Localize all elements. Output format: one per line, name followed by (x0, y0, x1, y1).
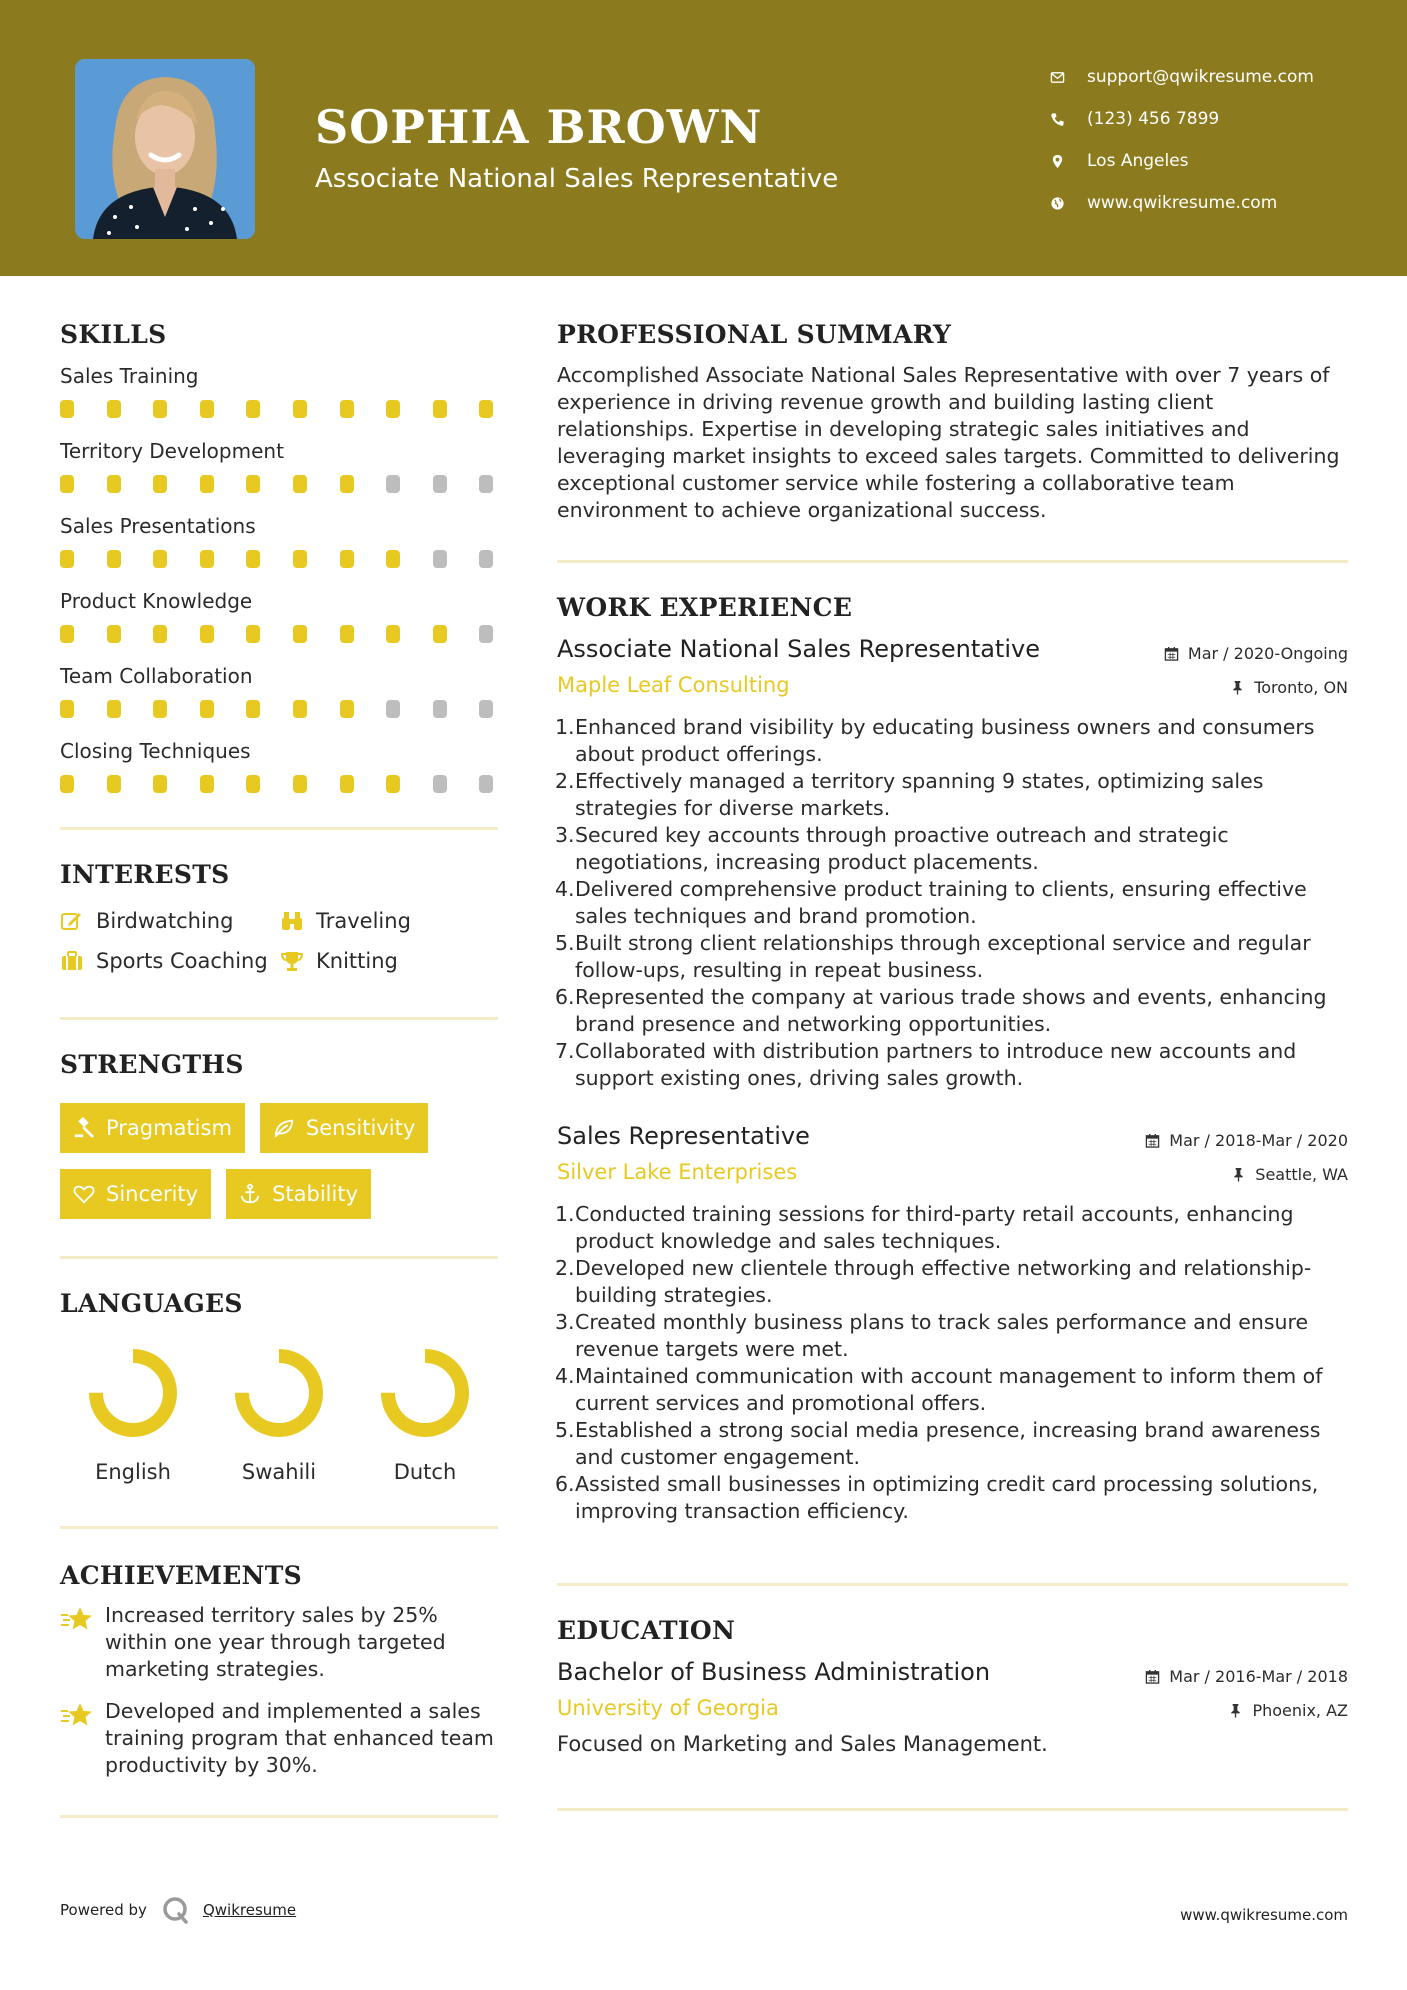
interest-item (280, 909, 480, 933)
rating-dot-filled (340, 775, 354, 793)
education-location-text: Phoenix, AZ (1252, 1701, 1348, 1720)
contact-email[interactable] (1050, 56, 1314, 98)
language-ring (388, 1356, 462, 1430)
calendar-icon (1145, 1133, 1160, 1148)
rating-dot-empty (479, 625, 493, 643)
job-entry (557, 635, 1348, 1092)
interest-item (60, 909, 280, 933)
website-text[interactable]: www.qwikresume.com (1087, 193, 1278, 213)
footer-website[interactable]: www.qwikresume.com (1180, 1906, 1348, 1924)
brand-link[interactable]: Qwikresume (202, 1901, 297, 1919)
email-text[interactable]: support@qwikresume.com (1087, 67, 1314, 87)
strength-label: Pragmatism (106, 1116, 232, 1140)
achievement-item (60, 1698, 498, 1779)
experience-heading: WORK EXPERIENCE (557, 593, 853, 622)
rating-dot-filled (200, 775, 214, 793)
pushpin-icon (1231, 1167, 1246, 1182)
job-date (1145, 1131, 1348, 1150)
rating-dot-filled (60, 475, 74, 493)
duty-item: Delivered comprehensive product training to clients, ensuring effective sales techniques and brand promotion. (575, 877, 1307, 928)
interest-label: Knitting (316, 949, 398, 973)
strength-badge (226, 1169, 371, 1219)
rating-dot-filled (153, 400, 167, 418)
skills-heading: SKILLS (60, 320, 167, 349)
skill-name: Territory Development (60, 439, 284, 463)
duty-item: Assisted small businesses in optimizing credit card processing solutions, improving transaction efficiency. (575, 1472, 1319, 1523)
profile-photo (75, 59, 255, 239)
strength-label: Stability (272, 1182, 359, 1206)
language-label: Dutch (393, 1460, 457, 1484)
job-title: Sales Representative (557, 1122, 810, 1150)
interests-heading: INTERESTS (60, 860, 230, 889)
languages-heading: LANGUAGES (60, 1289, 243, 1318)
strength-badge (60, 1103, 245, 1153)
qwikresume-logo-icon (161, 1895, 191, 1925)
job-subheader (557, 1160, 1348, 1184)
section-divider (557, 1583, 1348, 1586)
strength-label: Sincerity (106, 1182, 199, 1206)
duty-item: Secured key accounts through proactive outreach and strategic negotiations, increasing product placements. (575, 823, 1229, 874)
rating-dot-filled (107, 550, 121, 568)
contact-phone[interactable] (1050, 98, 1314, 140)
interest-item (280, 949, 480, 973)
job-location-text: Seattle, WA (1255, 1165, 1348, 1184)
skill-name: Sales Presentations (60, 514, 256, 538)
skills-list (60, 361, 498, 797)
strength-label: Sensitivity (305, 1116, 416, 1140)
duty-item: Conducted training sessions for third-party retail accounts, enhancing product knowledge and sales techniques. (575, 1202, 1294, 1253)
footer-powered-by (60, 1895, 296, 1925)
rating-dot-filled (246, 475, 260, 493)
rating-dot-filled (107, 700, 121, 718)
duty-item: Maintained communication with account management to inform them of current services and promotional offers. (575, 1364, 1323, 1415)
rating-dot-filled (60, 700, 74, 718)
contact-location (1050, 140, 1314, 182)
rating-dot-filled (386, 400, 400, 418)
education-subheader (557, 1696, 1348, 1720)
education-heading: EDUCATION (557, 1616, 736, 1645)
job-entry (557, 1122, 1348, 1525)
education-entry (557, 1658, 1348, 1756)
rating-dot-filled (153, 775, 167, 793)
rating-dot-empty (479, 475, 493, 493)
rating-dot-filled (340, 550, 354, 568)
education-description: Focused on Marketing and Sales Management. (557, 1732, 1048, 1756)
job-location (1230, 678, 1348, 697)
pushpin-icon (1228, 1703, 1243, 1718)
contact-list (1050, 56, 1314, 224)
rating-dot-empty (479, 700, 493, 718)
rating-dot-empty (433, 700, 447, 718)
rating-dot-filled (386, 550, 400, 568)
section-divider (60, 1815, 498, 1818)
summary-heading: PROFESSIONAL SUMMARY (557, 320, 952, 349)
interest-label: Sports Coaching (96, 949, 268, 973)
rating-dot-filled (200, 550, 214, 568)
gavel-icon (73, 1117, 95, 1139)
rating-dot-filled (246, 550, 260, 568)
summary-text: Accomplished Associate National Sales Representative with over 7 years of experience in driving revenue growth and building lasting client relationships. Expertise in developing strategic sales initiatives and leveraging market insights to exceed sales targets. Committed to delivering exceptional customer service while fostering a collaborative team environment to achieve organizational success. (557, 363, 1340, 522)
language-label: English (95, 1460, 171, 1484)
rating-dot-filled (340, 700, 354, 718)
star-icon (60, 1602, 105, 1683)
duty-item: Built strong client relationships through exceptional service and regular follow-ups, resulting in repeat business. (575, 931, 1311, 982)
skill-rating (60, 550, 498, 572)
skill-item (60, 511, 498, 572)
interest-label: Birdwatching (96, 909, 234, 933)
calendar-icon (1145, 1669, 1160, 1684)
section-divider (60, 1526, 498, 1529)
duty-item: Effectively managed a territory spanning 9 states, optimizing sales strategies for diverse markets. (575, 769, 1264, 820)
job-subheader (557, 673, 1348, 697)
section-divider (60, 1256, 498, 1259)
skill-rating (60, 400, 498, 422)
skill-name: Team Collaboration (60, 664, 253, 688)
skill-item (60, 586, 498, 647)
skill-item (60, 361, 498, 422)
rating-dot-filled (200, 475, 214, 493)
rating-dot-empty (479, 550, 493, 568)
skill-rating (60, 700, 498, 722)
briefcase-icon (60, 949, 96, 973)
rating-dot-empty (386, 700, 400, 718)
duty-item: Established a strong social media presence, increasing brand awareness and customer engagement. (575, 1418, 1321, 1469)
phone-text[interactable]: (123) 456 7899 (1087, 109, 1220, 129)
location-text: Los Angeles (1087, 151, 1189, 171)
duty-item: Collaborated with distribution partners to introduce new accounts and support existing ones, driving sales growth. (575, 1039, 1297, 1090)
powered-by-text: Powered by (60, 1901, 147, 1919)
rating-dot-filled (153, 625, 167, 643)
job-location (1231, 1165, 1348, 1184)
star-icon (60, 1698, 105, 1779)
education-location (1228, 1701, 1348, 1720)
skill-rating (60, 625, 498, 647)
rating-dot-filled (433, 625, 447, 643)
rating-dot-filled (200, 400, 214, 418)
job-header (557, 635, 1348, 663)
job-date (1164, 644, 1348, 663)
candidate-title: Associate National Sales Representative (315, 164, 839, 194)
rating-dot-filled (293, 625, 307, 643)
rating-dot-filled (107, 625, 121, 643)
rating-dot-filled (200, 700, 214, 718)
duty-item: Created monthly business plans to track sales performance and ensure revenue targets were met. (575, 1310, 1309, 1361)
job-location-text: Toronto, ON (1254, 678, 1348, 697)
rating-dot-filled (340, 625, 354, 643)
globe-icon (1050, 196, 1087, 211)
languages-list (60, 1346, 498, 1484)
left-column (60, 320, 498, 1818)
rating-dot-filled (153, 700, 167, 718)
pushpin-icon (1230, 680, 1245, 695)
edit-icon (60, 909, 96, 933)
candidate-name: SOPHIA BROWN (315, 100, 763, 154)
strengths-heading: STRENGTHS (60, 1050, 244, 1079)
section-divider (60, 1017, 498, 1020)
achievement-text: Increased territory sales by 25% within one year through targeted marketing strategies. (105, 1603, 446, 1681)
duty-item: Represented the company at various trade shows and events, enhancing brand presence and networking opportunities. (575, 985, 1327, 1036)
rating-dot-filled (340, 400, 354, 418)
contact-website[interactable] (1050, 182, 1314, 224)
strength-badge (60, 1169, 211, 1219)
rating-dot-filled (246, 775, 260, 793)
rating-dot-filled (340, 475, 354, 493)
job-date-text: Mar / 2020-Ongoing (1187, 644, 1348, 663)
language-ring (96, 1356, 170, 1430)
rating-dot-filled (293, 475, 307, 493)
rating-dot-filled (479, 400, 493, 418)
anchor-icon (239, 1183, 261, 1205)
achievements-list (60, 1602, 498, 1779)
rating-dot-filled (153, 475, 167, 493)
language-item (352, 1346, 498, 1484)
rating-dot-empty (386, 475, 400, 493)
heart-icon (73, 1183, 95, 1205)
interests-list (60, 909, 498, 973)
strength-badge (260, 1103, 428, 1153)
rating-dot-filled (153, 550, 167, 568)
rating-dot-filled (60, 550, 74, 568)
language-item (60, 1346, 206, 1484)
rating-dot-filled (246, 400, 260, 418)
degree-name: Bachelor of Business Administration (557, 1658, 991, 1686)
rating-dot-filled (293, 400, 307, 418)
school-name: University of Georgia (557, 1696, 779, 1720)
rating-dot-empty (433, 775, 447, 793)
rating-dot-filled (246, 625, 260, 643)
job-title: Associate National Sales Representative (557, 635, 1040, 663)
rating-dot-filled (107, 400, 121, 418)
section-divider (557, 1808, 1348, 1811)
skill-item (60, 736, 498, 797)
skill-name: Product Knowledge (60, 589, 253, 613)
achievements-heading: ACHIEVEMENTS (60, 1561, 302, 1590)
education-header (557, 1658, 1348, 1686)
binoculars-icon (280, 909, 316, 933)
skill-name: Sales Training (60, 364, 199, 388)
skill-item (60, 436, 498, 497)
rating-dot-filled (386, 625, 400, 643)
skill-rating (60, 475, 498, 497)
rating-dot-filled (293, 775, 307, 793)
education-date-text: Mar / 2016-Mar / 2018 (1169, 1667, 1348, 1686)
rating-dot-filled (107, 775, 121, 793)
resume-header (0, 0, 1407, 276)
language-ring (242, 1356, 316, 1430)
language-item (206, 1346, 352, 1484)
duty-item: Developed new clientele through effective networking and relationship-building strategies. (575, 1256, 1312, 1307)
rating-dot-filled (246, 700, 260, 718)
duties-list (557, 714, 1348, 1092)
education-date (1145, 1667, 1348, 1686)
right-column (557, 320, 1348, 1811)
duties-list (557, 1201, 1348, 1525)
interest-label: Traveling (316, 909, 411, 933)
job-date-text: Mar / 2018-Mar / 2020 (1169, 1131, 1348, 1150)
skill-name: Closing Techniques (60, 739, 251, 763)
rating-dot-filled (60, 625, 74, 643)
duty-item: Enhanced brand visibility by educating business owners and consumers about product offerings. (575, 715, 1315, 766)
rating-dot-filled (293, 550, 307, 568)
map-pin-icon (1050, 154, 1087, 169)
rating-dot-empty (479, 775, 493, 793)
rating-dot-filled (200, 625, 214, 643)
phone-icon (1050, 112, 1087, 127)
leaf-icon (273, 1117, 295, 1139)
interest-item (60, 949, 280, 973)
language-label: Swahili (241, 1460, 317, 1484)
trophy-icon (280, 949, 316, 973)
company-name: Silver Lake Enterprises (557, 1160, 798, 1184)
company-name: Maple Leaf Consulting (557, 673, 790, 697)
strengths-list (60, 1103, 498, 1219)
rating-dot-empty (433, 475, 447, 493)
section-divider (60, 827, 498, 830)
rating-dot-filled (107, 475, 121, 493)
skill-rating (60, 775, 498, 797)
rating-dot-filled (433, 400, 447, 418)
rating-dot-empty (433, 550, 447, 568)
skill-item (60, 661, 498, 722)
section-divider (557, 560, 1348, 563)
job-header (557, 1122, 1348, 1150)
person-portrait-icon (75, 59, 255, 239)
rating-dot-filled (386, 775, 400, 793)
envelope-icon (1050, 70, 1087, 85)
rating-dot-filled (293, 700, 307, 718)
achievement-text: Developed and implemented a sales training program that enhanced team productivity by 30%. (105, 1699, 494, 1777)
achievement-item (60, 1602, 498, 1683)
rating-dot-filled (60, 400, 74, 418)
calendar-icon (1164, 646, 1179, 661)
rating-dot-filled (60, 775, 74, 793)
